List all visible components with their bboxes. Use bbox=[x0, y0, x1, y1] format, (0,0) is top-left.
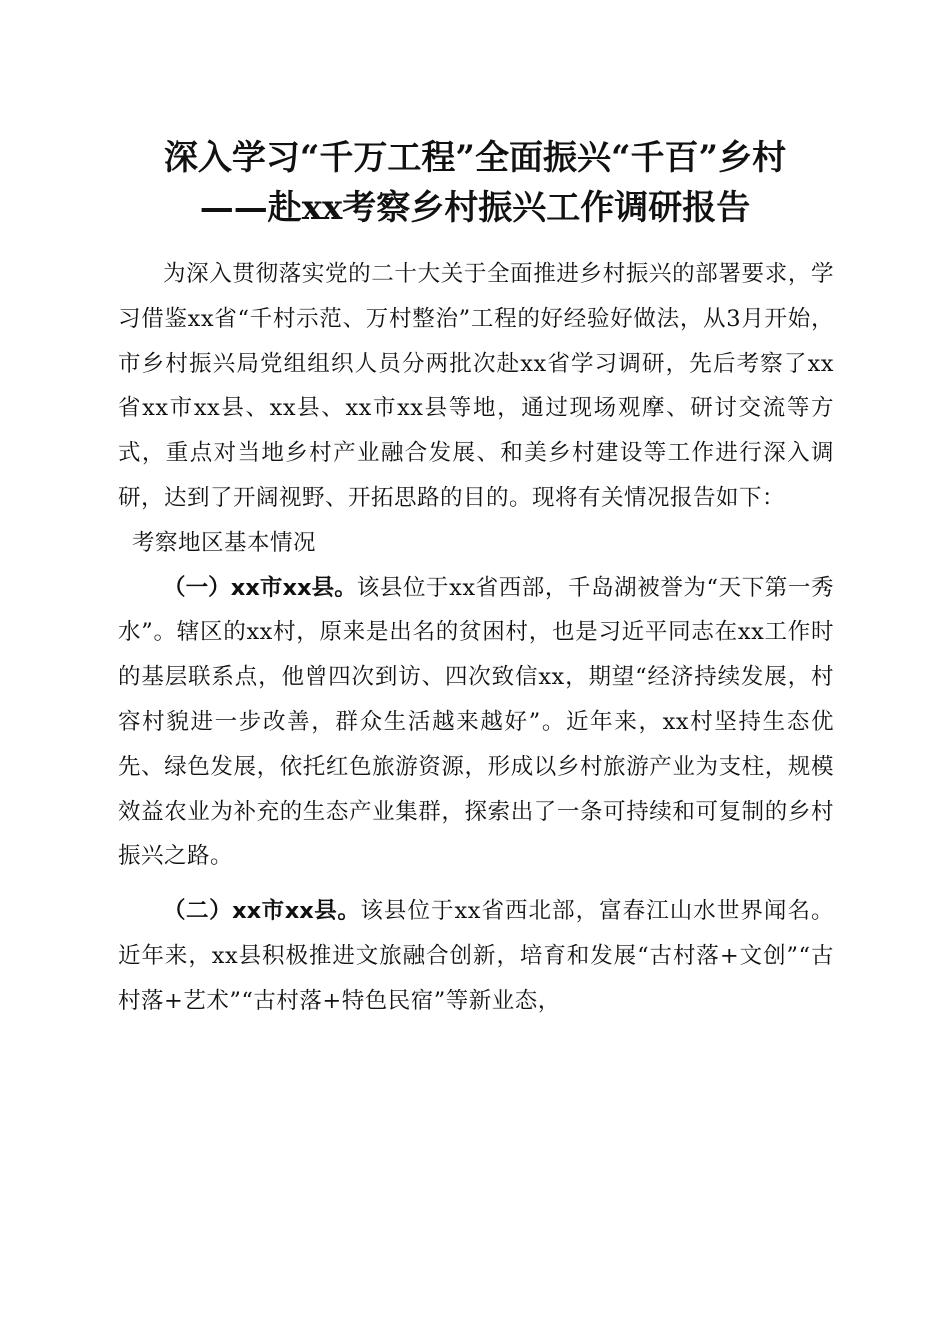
document-body bbox=[118, 252, 834, 1024]
section-text-1: 该县位于xx省西部，千岛湖被誉为“天下第一秀水”。辖区的xx村，原来是出名的贫困村，也是习近平同志在xx工作时的基层联系点，他曾四次到访、四次致信xx，期望“经济持续发展，村容村貌进一步改善，群众生活越来越好”。近年来，xx村坚持生态优先、绿色发展，依托红色旅游资源，形成以乡村旅游产业为支柱，规模效益农业为补充的生态产业集群，探索出了一条可持续和可复制的乡村振兴之路。 bbox=[118, 574, 834, 870]
section-subtitle-2: （二）xx市xx县。 bbox=[163, 898, 361, 925]
section-paragraph-1 bbox=[118, 566, 834, 880]
title-main: 深入学习“千万工程”全面振兴“千百”乡村 bbox=[163, 138, 787, 178]
section-text-2: 该县位于xx省西北部，富春江山水世界闻名。近年来，xx县积极推进文旅融合创新，培育和发展“古村落+文创”“古村落+艺术”“古村落+特色民宿”等新业态， bbox=[118, 898, 834, 1014]
intro-paragraph: 为深入贯彻落实党的二十大关于全面推进乡村振兴的部署要求，学习借鉴xx省“千村示范、万村整治”工程的好经验好做法，从3月开始，市乡村振兴局党组组织人员分两批次赴xx省学习调研，先后考察了xx省xx市xx县、xx县、xx市xx县等地，通过现场观摩、研讨交流等方式，重点对当地乡村产业融合发展、和美乡村建设等工作进行深入调研，达到了开阔视野、开拓思路的目的。现将有关情况报告如下： bbox=[118, 261, 834, 511]
section-subtitle-1: （一）xx市xx县。 bbox=[163, 574, 357, 601]
document-title bbox=[80, 133, 870, 233]
section-heading: 考察地区基本情况 bbox=[132, 529, 317, 556]
title-subtitle: ——赴xx考察乡村振兴工作调研报告 bbox=[199, 188, 751, 228]
section-paragraph-2 bbox=[118, 889, 834, 1023]
